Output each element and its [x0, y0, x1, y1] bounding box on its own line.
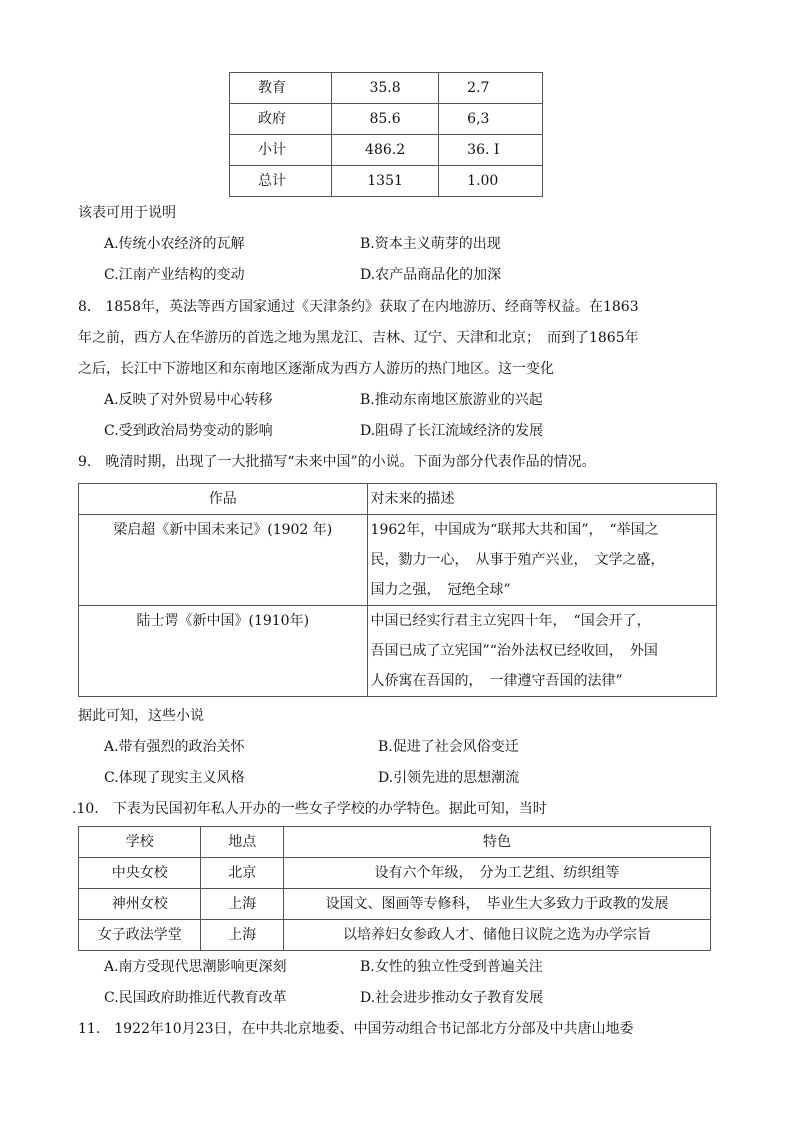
table-cell: [367, 606, 716, 697]
question-9-followup: 据此可知，这些小说: [78, 708, 204, 724]
table-header: 对未来的描述: [367, 484, 716, 515]
option-a: A.传统小农经济的瓦解: [104, 236, 245, 252]
desc-line: 国力之强， 冠绝全球”: [370, 582, 511, 598]
table-row: [230, 73, 543, 104]
table-cell: 总计: [230, 166, 332, 197]
table-cell: 85.6: [332, 104, 439, 135]
question-8-line-2: 年之前，西方人在华游历的首选之地为黑龙江、吉林、辽宁、天津和北京； 而到了1865年: [78, 330, 639, 346]
question-8-line-1: 8. 1858年，英法等西方国家通过《天津条约》获取了在内地游历、经商等权益。在1863: [78, 299, 639, 315]
desc-line: 民，勠力一心， 从事于殖产兴业， 文学之盛，: [370, 552, 665, 568]
question-8-line-3: 之后，长江中下游地区和东南地区逐渐成为西方人游历的热门地区。这一变化: [78, 361, 554, 377]
question-9-stem: 9. 晚清时期，出现了一大批描写“未来中国”的小说。下面为部分代表作品的情况。: [78, 454, 596, 470]
table-header: 地点: [201, 827, 284, 858]
table-header-row: [79, 484, 717, 515]
table-cell: 教育: [230, 73, 332, 104]
schools-table: [78, 826, 711, 951]
table-cell: 486.2: [332, 135, 439, 166]
option-b: B.资本主义萌芽的出现: [360, 236, 501, 252]
table-header: 作品: [79, 484, 368, 515]
desc-line: 吾国已成了立宪国”“治外法权已经收回， 外国: [370, 643, 658, 659]
table-cell: 神州女校: [79, 889, 201, 920]
table-row: [79, 515, 717, 606]
option-d: D.阻碍了长江流域经济的发展: [360, 423, 544, 439]
table-cell: 陆士谔《新中国》(1910年): [79, 606, 368, 697]
question-10-stem: .10. 下表为民国初年私人开办的一些女子学校的办学特色。据此可知，当时: [72, 801, 547, 817]
option-c: C.民国政府助推近代教育改革: [104, 990, 287, 1006]
table-row: [230, 166, 543, 197]
novels-table: [78, 483, 717, 697]
desc-line: 人侨寓在吾国的， 一律遵守吾国的法律”: [370, 673, 623, 689]
table-cell: 35.8: [332, 73, 439, 104]
statistics-table: [229, 72, 543, 197]
option-a: A.带有强烈的政治关怀: [104, 739, 245, 755]
table-row: [230, 135, 543, 166]
table-row: [79, 889, 711, 920]
table-cell: 小计: [230, 135, 332, 166]
table-cell: 北京: [201, 858, 284, 889]
option-b: B.推动东南地区旅游业的兴起: [360, 392, 543, 408]
table-cell: 以培养妇女参政人才、储他日议院之选为办学宗旨: [284, 920, 711, 951]
option-c: C.体现了现实主义风格: [104, 770, 245, 786]
table-cell: 女子政法学堂: [79, 920, 201, 951]
question-7-stem: 该表可用于说明: [78, 205, 176, 221]
table-cell: 中央女校: [79, 858, 201, 889]
table-row: [79, 920, 711, 951]
table-row: [79, 858, 711, 889]
option-b: B.促进了社会风俗变迁: [378, 739, 519, 755]
option-c: C.江南产业结构的变动: [104, 267, 245, 283]
desc-line: 中国已经实行君主立宪四十年， “国会开了，: [370, 613, 651, 629]
table-cell: 上海: [201, 920, 284, 951]
table-cell: [367, 515, 716, 606]
table-cell: 上海: [201, 889, 284, 920]
option-a: A.南方受现代思潮影响更深刻: [104, 959, 287, 975]
option-d: D.农产品商品化的加深: [360, 267, 502, 283]
desc-line: 1962年，中国成为“联邦大共和国”， “举国之: [370, 522, 659, 538]
table-cell: 2.7: [439, 73, 543, 104]
table-header: 学校: [79, 827, 201, 858]
table-header-row: [79, 827, 711, 858]
table-row: [79, 606, 717, 697]
table-row: [230, 104, 543, 135]
table-cell: 设有六个年级， 分为工艺组、纺织组等: [284, 858, 711, 889]
option-b: B.女性的独立性受到普遍关注: [360, 959, 543, 975]
table-cell: 1.00: [439, 166, 543, 197]
table-cell: 设国文、图画等专修科， 毕业生大多致力于政教的发展: [284, 889, 711, 920]
table-header: 特色: [284, 827, 711, 858]
option-a: A.反映了对外贸易中心转移: [104, 392, 273, 408]
table-cell: 政府: [230, 104, 332, 135]
option-d: D.引领先进的思想潮流: [378, 770, 520, 786]
option-c: C.受到政治局势变动的影响: [104, 423, 273, 439]
table-cell: 1351: [332, 166, 439, 197]
option-d: D.社会进步推动女子教育发展: [360, 990, 544, 1006]
question-11-line-1: 11. 1922年10月23日，在中共北京地委、中国劳动组合书记部北方分部及中共唐山地委: [78, 1021, 634, 1037]
table-cell: 6,3: [439, 104, 543, 135]
table-cell: 36. I: [439, 135, 543, 166]
table-cell: 梁启超《新中国未来记》(1902 年): [79, 515, 368, 606]
